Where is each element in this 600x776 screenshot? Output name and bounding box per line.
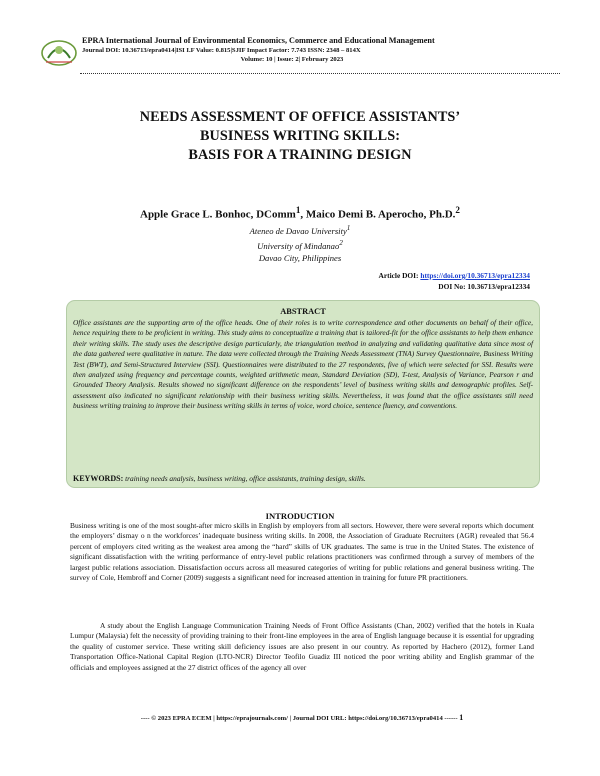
affiliation: Ateneo de Davao University — [249, 225, 347, 236]
title-line: NEEDS ASSESSMENT OF OFFICE ASSISTANTS’ — [139, 109, 461, 125]
keywords-label: KEYWORDS: — [73, 474, 124, 483]
article-doi-label: Article DOI: — [378, 271, 421, 280]
author-superscript: 1 — [295, 205, 301, 215]
page-footer — [70, 713, 534, 722]
header-divider — [80, 73, 560, 74]
affiliation-superscript: 2 — [339, 238, 343, 247]
introduction-paragraph: A study about the English Language Communication Training Needs of Front Office Assistants (Chan, 2002) verified that the hotels in Kuala Lumpur (Malaysia) felt the necessity of providing training to their front-line employees in the area of English language because it is essential for upgrading the quality of customer service. These writing skill deficiency issues are also present in our country. As reported by Hachero (2012), former Land Transportation Office-National Capital Region (LTO-NCR) Director Teofilo Guadiz III noticed the poor writing ability and English grammar of the officials and employees assigned at the 27 district offices of the agency all over — [70, 621, 534, 672]
page-number: 1 — [459, 713, 464, 722]
abstract-heading: ABSTRACT — [280, 307, 326, 316]
affiliation-superscript: 1 — [346, 224, 351, 232]
abstract-text: Office assistants are the supporting arm of the office heads. One of their roles is to write correspondence and other documents on behalf of their office, hence requiring them to be proficient in writing. This study aims to conceptualize a training that is tailored-fit for the office assistants to help them enhance their writing skills. The study uses the descriptive design particularly, the triangulation method in analyzing and validating qualitative data since most of the data gathered were qualitative in nature. The data were collected through the Training Needs Assessment (TNA) Survey Questionnaire, Business Writing Test (BWT), and Semi-Structured Interview (SSI). Questionnaires were distributed to the 27 respondents, five of which were selected for SSI. Results were then analyzed using frequency and percentage counts, weighted arithmetic mean, Standard Deviation (SD), T-test, Analysis of Variance, Pearson r and Grounded Theory Analysis. Results showed no significant difference on the respondents’ level of business writing skills and demographic profiles. Self-assessment also indicated no significant relationship with their business writing skills. Nevertheless, it was found that the office assistants still need business writing training to improve their business writing skills in terms of voice, word choice, sentence fluency, and conventions. — [73, 318, 533, 411]
author-name: Maico Demi B. Aperocho, Ph.D. — [305, 208, 456, 221]
journal-header — [40, 36, 560, 82]
title-line: BUSINESS WRITING SKILLS: — [199, 128, 401, 144]
author-list — [60, 205, 540, 221]
journal-title: EPRA International Journal of Environmental Economics, Commerce and Educational Management — [82, 36, 435, 45]
abstract-box — [66, 300, 540, 488]
doi-number: DOI No: 10.36713/epra12334 — [438, 282, 530, 291]
introduction-paragraph: Business writing is one of the most sought-after micro skills in English by employers from all sectors. However, there were several reports which document the employers’ dismay o n the workforces’ inadequate business writing skills. In 2008, the Association of Graduate Recruiters (AGR) revealed that 56.4 percent of employers cited writing as the weakest area among the “hard” skills of UK graduates. The same is true in the United States. The existence of significant dissatisfaction with the writing performance of entry-level public relations practitioners was confirmed through a survey of members of the largest public relations association. Dissatisfaction occurs across all measured categories of writing for public relations and general business writing. The survey of Cole, Hembroff and Corner (2009) suggests a significant need for increased attention in training for future PR practitioners. — [70, 521, 534, 583]
title-line: BASIS FOR A TRAINING DESIGN — [188, 147, 412, 163]
journal-logo-icon — [40, 38, 78, 68]
article-doi-link[interactable]: https://doi.org/10.36713/epra12334 — [420, 271, 530, 280]
affiliation: University of Mindanao — [257, 240, 340, 251]
journal-volume: Volume: 10 | Issue: 2| February 2023 — [240, 56, 344, 63]
introduction-heading: INTRODUCTION — [265, 511, 335, 521]
affiliations — [60, 222, 540, 264]
journal-meta: Journal DOI: 10.36713/epra0414|ISI I.F Value: 0.815|SJIF Impact Factor: 7.743 ISSN: 2348 – 814X — [82, 47, 361, 54]
author-name: Apple Grace L. Bonhoc, DComm — [140, 208, 296, 221]
keywords-text: training needs analysis, business writing, office assistants, training design, skills. — [123, 474, 366, 483]
affiliation: Davao City, Philippines — [258, 252, 342, 263]
keywords — [73, 474, 533, 483]
author-separator: , — [300, 208, 306, 221]
footer-text: ---- © 2023 EPRA ECEM | https://eprajournals.com/ | Journal DOI URL: https://doi.org/10.36713/epra0414 ------ — [140, 715, 458, 722]
paper-title — [60, 108, 540, 165]
doi-block — [378, 270, 530, 292]
author-superscript: 2 — [455, 205, 460, 215]
